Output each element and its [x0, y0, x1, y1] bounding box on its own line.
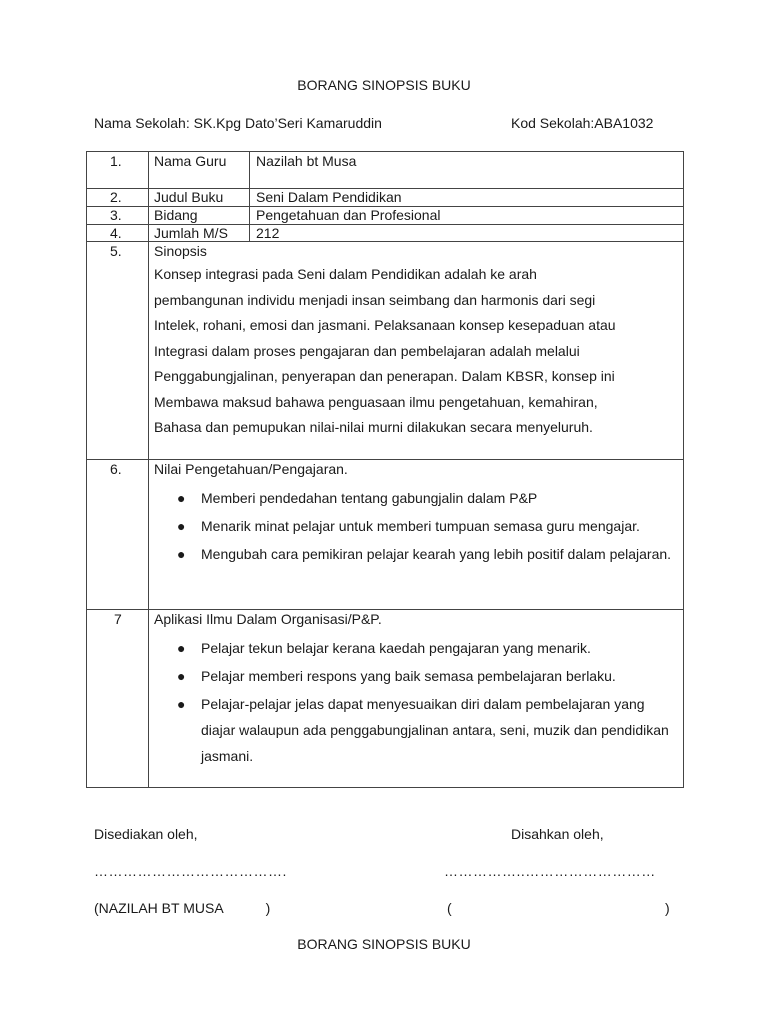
row-label: Judul Buku	[154, 189, 224, 205]
school-code	[511, 115, 653, 131]
list-item	[154, 513, 674, 539]
section7-list	[154, 635, 674, 771]
row-value: Pengetahuan dan Profesional	[256, 207, 441, 223]
page-title: BORANG SINOPSIS BUKU	[297, 77, 471, 93]
list-item-text: Mengubah cara pemikiran pelajar kearah yang lebih positif dalam pelajaran.	[201, 546, 672, 562]
list-item-text: Pelajar tekun belajar kerana kaedah pengajaran yang menarik.	[201, 640, 591, 656]
bullet-icon: ●	[177, 668, 186, 684]
synopsis-line: Penggabungjalinan, penyerapan dan penerapan. Dalam KBSR, konsep ini	[154, 368, 615, 384]
synopsis-line: Integrasi dalam proses pengajaran dan pembelajaran adalah melalui	[154, 342, 580, 359]
section7-heading: Aplikasi Ilmu Dalam Organisasi/P&P.	[154, 611, 382, 627]
table-border	[249, 151, 250, 242]
list-item	[154, 691, 674, 769]
prepared-name: (NAZILAH BT MUSA )	[94, 900, 271, 916]
list-item-text: Pelajar-pelajar jelas dapat menyesuaikan diri dalam pembelajaran yang diajar walaupun ada penggabungjalinan antara, seni, muzik dan pendidikan jasmani.	[201, 696, 669, 764]
row-number: 5.	[110, 243, 122, 259]
row-number: 2.	[110, 189, 122, 205]
section6-heading: Nilai Pengetahuan/Pengajaran.	[154, 461, 348, 477]
table-border	[86, 151, 87, 788]
list-item-text: Pelajar memberi respons yang baik semasa pembelajaran berlaku.	[201, 668, 616, 684]
list-item-text: Menarik minat pelajar untuk memberi tumpuan semasa guru mengajar.	[201, 518, 640, 534]
row-number: 6.	[110, 461, 122, 477]
row-label: Jumlah M/S	[154, 225, 228, 241]
approved-name-open: (	[447, 900, 452, 916]
school-name	[94, 115, 382, 131]
section6-list	[154, 485, 674, 569]
approved-signature-line: ……………..………………………	[444, 863, 656, 879]
synopsis-label: Sinopsis	[154, 243, 207, 259]
synopsis-line: pembangunan individu menjadi insan seimbang dan harmonis dari segi	[154, 291, 596, 308]
prepared-by-label: Disediakan oleh,	[94, 826, 198, 842]
prepared-signature-line: ………………………………….	[94, 863, 287, 879]
row-number: 3.	[110, 207, 122, 223]
table-border	[86, 609, 683, 610]
approved-by-label: Disahkan oleh,	[511, 826, 604, 842]
list-item	[154, 663, 674, 689]
table-border	[86, 241, 683, 242]
table-border	[683, 151, 684, 788]
list-item	[154, 485, 674, 511]
table-border	[86, 151, 683, 152]
list-item	[154, 635, 674, 661]
bullet-icon: ●	[177, 640, 186, 656]
school-code-value: ABA1032	[594, 115, 654, 131]
list-item-text: Memberi pendedahan tentang gabungjalin dalam P&P	[201, 490, 538, 506]
bottom-title: BORANG SINOPSIS BUKU	[297, 936, 471, 952]
synopsis-line: Intelek, rohani, emosi dan jasmani. Pelaksanaan konsep kesepaduan atau	[154, 317, 616, 333]
synopsis-line: Konsep integrasi pada Seni dalam Pendidikan adalah ke arah	[154, 266, 537, 282]
synopsis-line: Bahasa dan pemupukan nilai-nilai murni dilakukan secara menyeluruh.	[154, 419, 593, 435]
bullet-icon: ●	[177, 490, 186, 506]
row-number: 1.	[110, 153, 122, 169]
table-border	[86, 787, 683, 788]
school-name-label: Nama Sekolah:	[94, 115, 190, 131]
row-number: 7	[114, 611, 122, 627]
row-value: 212	[256, 225, 280, 241]
approved-name-close: )	[665, 900, 670, 916]
table-border	[86, 459, 683, 460]
row-number: 4.	[110, 225, 122, 241]
row-value: Nazilah bt Musa	[256, 153, 357, 169]
row-label: Nama Guru	[154, 153, 227, 169]
row-label: Bidang	[154, 207, 198, 223]
row-value: Seni Dalam Pendidikan	[256, 189, 402, 205]
table-border	[148, 151, 149, 788]
synopsis-text	[154, 262, 674, 441]
list-item	[154, 541, 674, 567]
school-name-value: SK.Kpg Dato’Seri Kamaruddin	[193, 115, 382, 131]
synopsis-line: Membawa maksud bahawa penguasaan ilmu pengetahuan, kemahiran,	[154, 393, 598, 410]
bullet-icon: ●	[177, 546, 186, 562]
school-code-label: Kod Sekolah:	[511, 115, 595, 131]
bullet-icon: ●	[177, 518, 186, 534]
bullet-icon: ●	[177, 696, 186, 712]
